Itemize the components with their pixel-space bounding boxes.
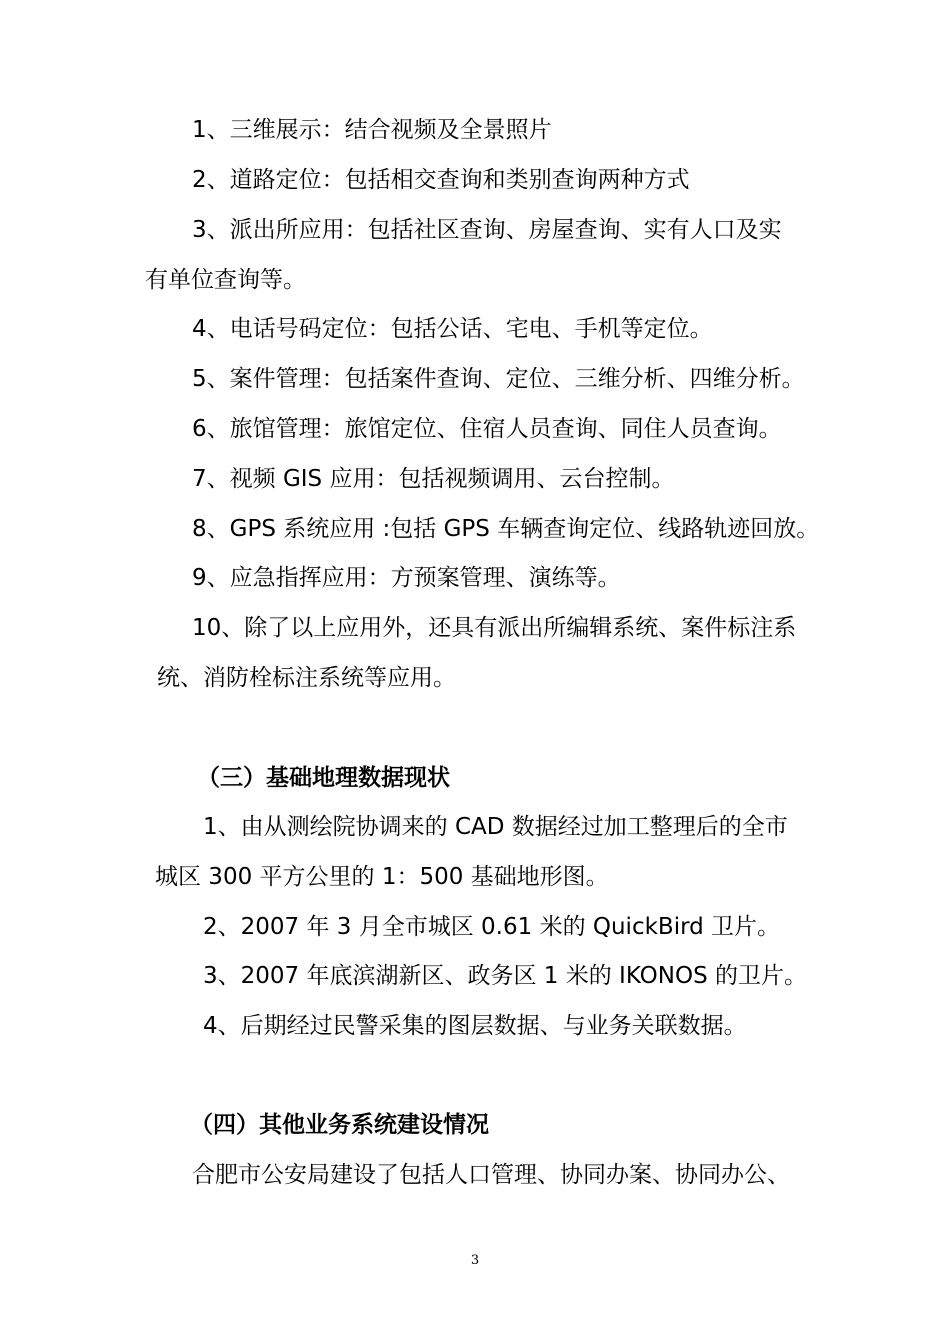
list-item-continuation: 统、消防栓标注系统等应用。 <box>157 665 456 691</box>
page-number: 3 <box>470 1253 480 1268</box>
section-heading: （三）基础地理数据现状 <box>197 765 450 791</box>
list-item: 2、2007 年 3 月全市城区 0.61 米的 QuickBird 卫片。 <box>203 914 781 940</box>
list-item: 4、后期经过民警采集的图层数据、与业务关联数据。 <box>203 1013 747 1039</box>
list-item: 5、案件管理：包括案件查询、定位、三维分析、四维分析。 <box>192 366 805 392</box>
list-item: 9、应急指挥应用：方预案管理、演练等。 <box>192 565 621 591</box>
section-heading: （四）其他业务系统建设情况 <box>190 1112 489 1138</box>
list-item: 8、GPS 系统应用 :包括 GPS 车辆查询定位、线路轨迹回放。 <box>192 516 820 542</box>
list-item-continuation: 有单位查询等。 <box>145 267 306 293</box>
list-item: 2、道路定位：包括相交查询和类别查询两种方式 <box>192 167 690 193</box>
list-item: 4、电话号码定位：包括公话、宅电、手机等定位。 <box>192 316 713 342</box>
list-item: 1、由从测绘院协调来的 CAD 数据经过加工整理后的全市 <box>203 814 788 840</box>
paragraph-line: 合肥市公安局建设了包括人口管理、协同办案、协同办公、 <box>192 1162 790 1188</box>
list-item-continuation: 城区 300 平方公里的 1：500 基础地形图。 <box>155 864 609 890</box>
list-item: 10、除了以上应用外，还具有派出所编辑系统、案件标注系 <box>192 615 797 641</box>
list-item: 3、派出所应用：包括社区查询、房屋查询、实有人口及实 <box>192 217 782 243</box>
list-item: 7、视频 GIS 应用：包括视频调用、云台控制。 <box>192 466 675 492</box>
list-item: 1、三维展示：结合视频及全景照片 <box>192 117 552 143</box>
list-item: 6、旅馆管理：旅馆定位、住宿人员查询、同住人员查询。 <box>192 416 782 442</box>
list-item: 3、2007 年底滨湖新区、政务区 1 米的 IKONOS 的卫片。 <box>203 963 807 989</box>
